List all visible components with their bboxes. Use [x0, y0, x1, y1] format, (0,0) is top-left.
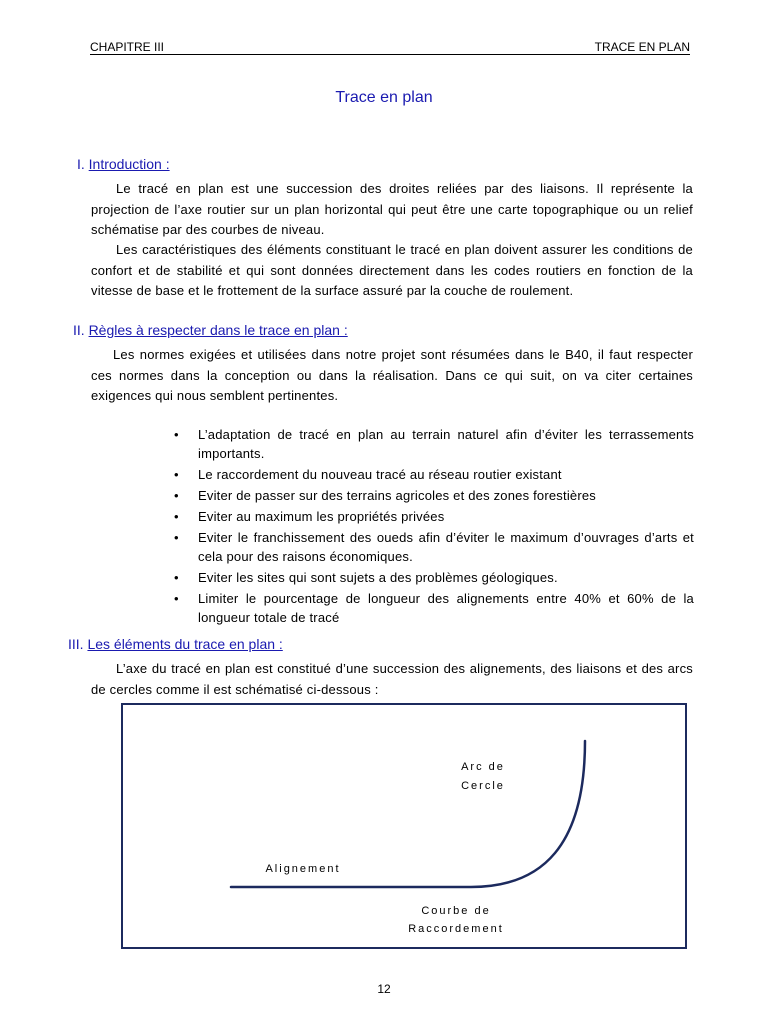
elements-paragraph: L’axe du tracé en plan est constitué d’une succession des alignements, des liaisons et des arcs de cercles comme il est schématisé ci-dessous : [91, 661, 693, 697]
section-heading-introduction [77, 156, 170, 172]
header-rule [90, 54, 690, 55]
list-item: • Limiter le pourcentage de longueur des alignements entre 40% et 60% de la longueur totale de tracé [174, 591, 694, 625]
page-number: 12 [377, 982, 391, 996]
list-item: • Eviter de passer sur des terrains agricoles et des zones forestières [174, 488, 597, 503]
intro-paragraph-1: Le tracé en plan est une succession des droites reliées par des liaisons. Il représente la projection de l’axe routier sur un plan horizontal qui peut être une carte topographique ou un relief schématise par des courbes de niveau. [91, 181, 693, 237]
section-title: Règles à respecter dans le trace en plan : [88, 322, 348, 338]
list-item: • Eviter les sites qui sont sujets a des problèmes géologiques. [174, 570, 558, 585]
section-title: Les éléments du trace en plan : [87, 636, 283, 652]
regles-bullet-list [172, 425, 694, 629]
section-number: I. [77, 156, 85, 172]
header-section-title: TRACE EN PLAN [594, 40, 690, 54]
list-item: • Le raccordement du nouveau tracé au réseau routier existant [174, 467, 562, 482]
header-chapter: CHAPITRE III [90, 40, 165, 54]
list-item: • Eviter au maximum les propriétés privées [174, 509, 445, 524]
list-item: • L’adaptation de tracé en plan au terrain naturel afin d’éviter les terrassements importants. [174, 427, 694, 461]
list-item: • Eviter le franchissement des oueds afin d’éviter le maximum d’ouvrages d’arts et cela pour des raisons économiques. [174, 530, 694, 564]
section-number: III. [68, 636, 84, 652]
label-courbe-de-raccordement: Courbe de Raccordement [408, 905, 504, 935]
section-heading-regles [73, 322, 348, 338]
section-title: Introduction : [88, 156, 170, 172]
trace-en-plan-diagram [121, 703, 687, 949]
section-number: II. [73, 322, 85, 338]
label-alignement: Alignement [265, 863, 341, 875]
page-title: Trace en plan [335, 89, 433, 106]
regles-paragraph: Les normes exigées et utilisées dans notre projet sont résumées dans le B40, il faut respecter ces normes dans la conception ou dans la réalisation. Dans ce qui suit, on va citer certaines exigences qui nous semblent pertinentes. [91, 347, 693, 403]
label-arc-de-cercle: Arc de Cercle [461, 761, 505, 792]
intro-paragraph-2: Les caractéristiques des éléments constituant le tracé en plan doivent assurer les conditions de confort et de stabilité et qui sont données directement dans les codes routiers en fonction de la vitesse de base et le frottement de la surface assuré par la couche de roulement. [91, 242, 693, 298]
section-heading-elements [68, 636, 283, 652]
